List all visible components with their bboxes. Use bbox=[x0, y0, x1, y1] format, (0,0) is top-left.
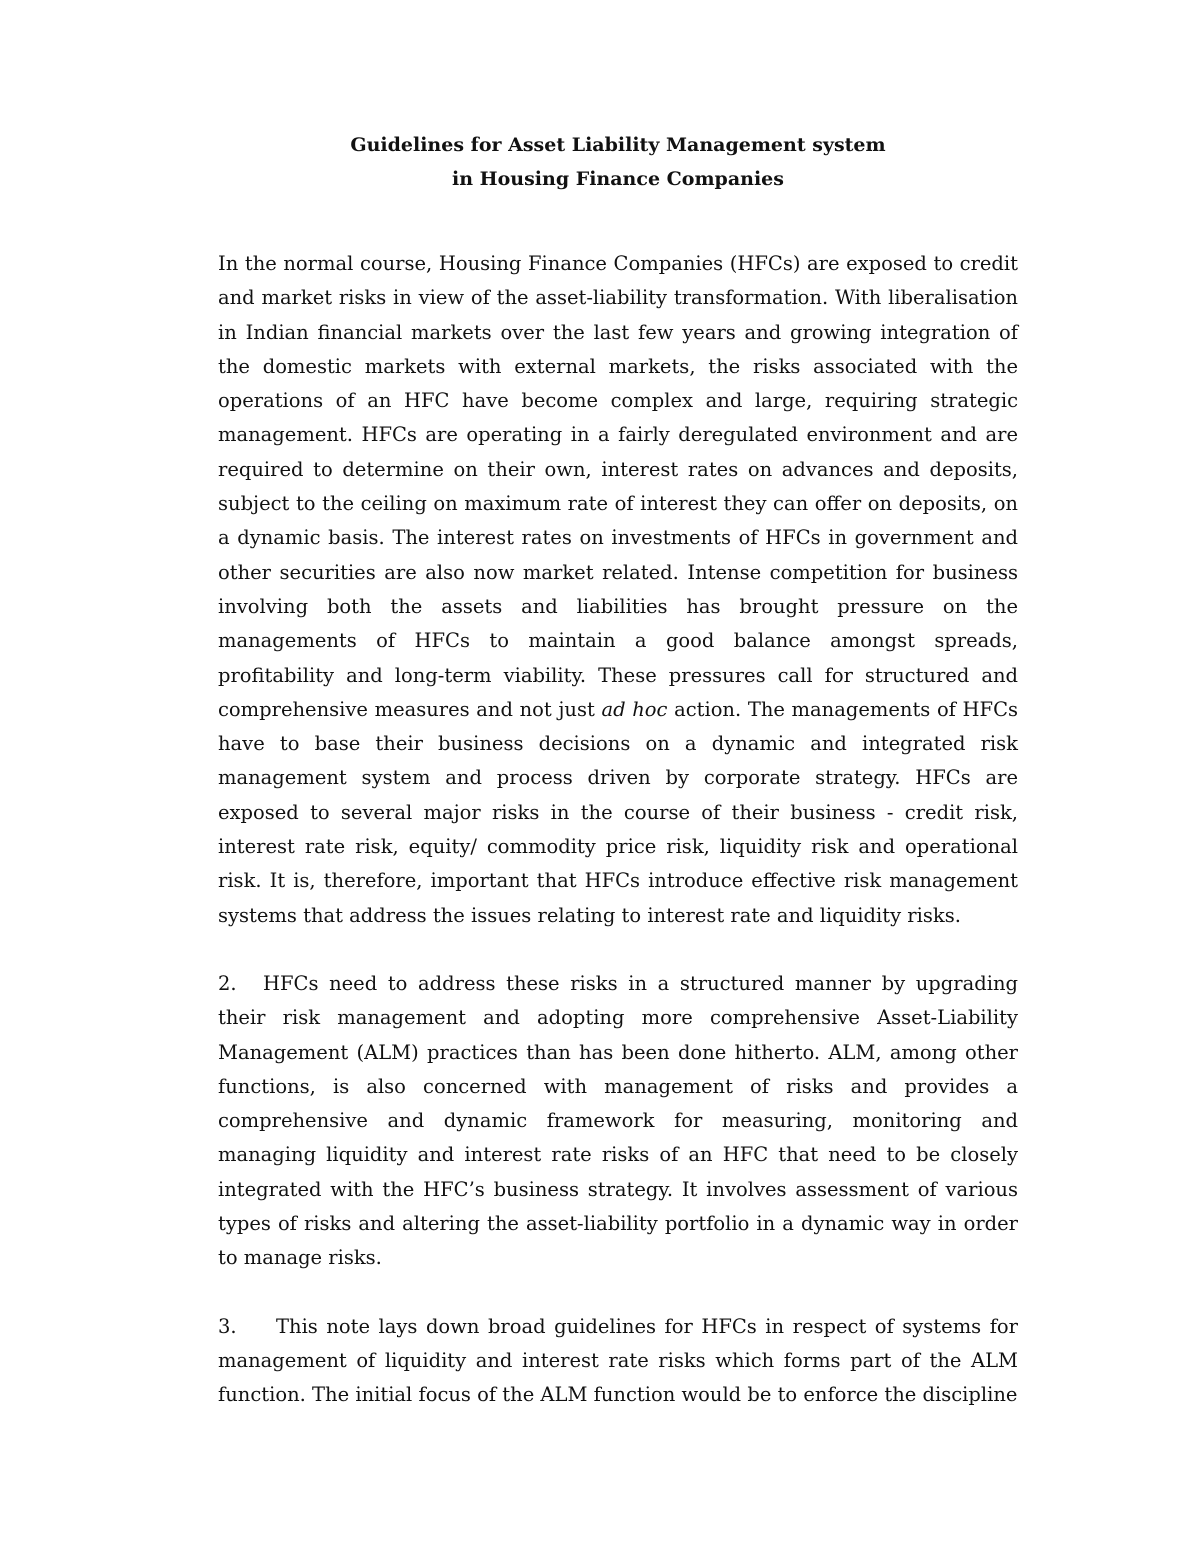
title-line-1: Guidelines for Asset Liability Management system bbox=[350, 134, 886, 156]
paragraph-1-italic: ad hoc bbox=[601, 697, 668, 721]
paragraph-1-text-b: action. The managements of HFCs have to base their business decisions on a dynamic and integrated risk management system and process driven by corporate strategy. HFCs are exposed to several major risks in the course of their business - credit risk, interest rate risk, equity/ commodity price risk, liquidity risk and operational risk. It is, therefore, important that HFCs introduce effective risk management systems that address the issues relating to interest rate and liquidity risks. bbox=[218, 697, 1018, 927]
paragraph-1 bbox=[218, 247, 1018, 933]
paragraph-3-text: This note lays down broad guidelines for HFCs in respect of systems for management of liquidity and interest rate risks which forms part of the ALM function. The initial focus of the ALM function would be to enforce the discipline bbox=[218, 1314, 1018, 1407]
paragraph-3-number: 3. bbox=[218, 1314, 237, 1338]
document-page bbox=[218, 128, 1018, 1413]
paragraph-3 bbox=[218, 1310, 1018, 1413]
paragraph-2-number: 2. bbox=[218, 971, 237, 995]
paragraph-1-text-a: In the normal course, Housing Finance Companies (HFCs) are exposed to credit and market risks in view of the asset-liability transformation. With liberalisation in Indian financial markets over the last few years and growing integration of the domestic markets with external markets, the risks associated with the operations of an HFC have become complex and large, requiring strategic management. HFCs are operating in a fairly deregulated environment and are required to determine on their own, interest rates on advances and deposits, subject to the ceiling on maximum rate of interest they can offer on deposits, on a dynamic basis. The interest rates on investments of HFCs in government and other securities are also now market related. Intense competition for business involving both the assets and liabilities has brought pressure on the managements of HFCs to maintain a good balance amongst spreads, profitability and long-term viability. These pressures call for structured and comprehensive measures and not just bbox=[218, 252, 1018, 721]
paragraph-2 bbox=[218, 967, 1018, 1276]
paragraph-2-text: HFCs need to address these risks in a structured manner by upgrading their risk management and adopting more comprehensive Asset-Liability Management (ALM) practices than has been done hitherto. ALM, among other functions, is also concerned with management of risks and provides a comprehensive and dynamic framework for measuring, monitoring and managing liquidity and interest rate risks of an HFC that need to be closely integrated with the HFC’s business strategy. It involves assessment of various types of risks and altering the asset-liability portfolio in a dynamic way in order to manage risks. bbox=[218, 971, 1018, 1270]
document-title bbox=[218, 128, 1018, 196]
title-line-2: in Housing Finance Companies bbox=[452, 168, 784, 190]
